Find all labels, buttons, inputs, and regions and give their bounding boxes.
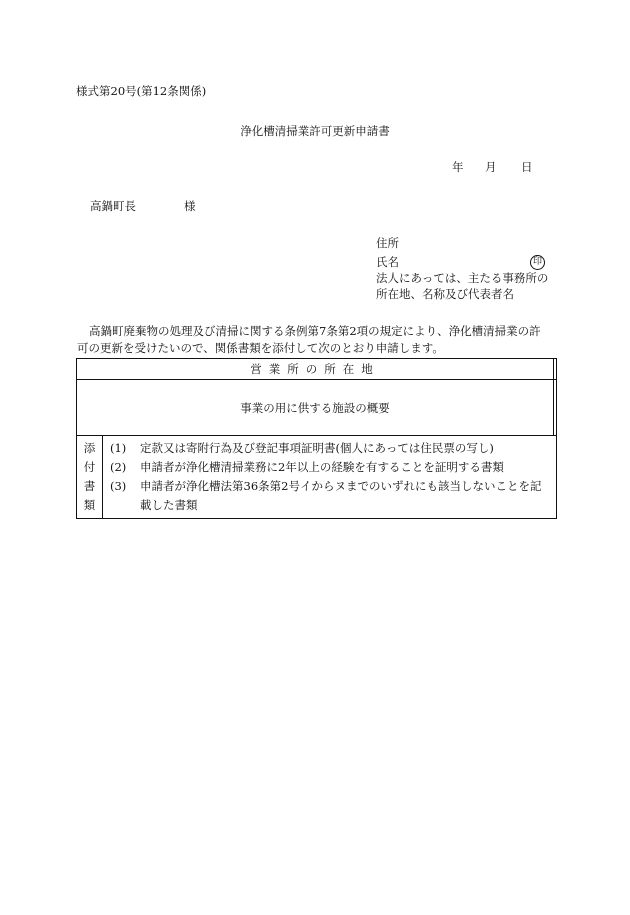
application-statement (77, 323, 557, 357)
date-year-label: 年 (452, 160, 464, 174)
document-text: 定款又は寄附行為及び登記事項証明書(個人にあっては住民票の写し) (140, 441, 494, 455)
document-item (110, 458, 556, 477)
attach-label-char: 付 (83, 460, 96, 474)
document-title: 浄化槽清掃業許可更新申請書 (240, 124, 390, 138)
corporation-note-line1: 法人にあっては、主たる事務所の (376, 271, 549, 285)
name-label: 氏名 (376, 255, 399, 269)
facility-row (77, 380, 557, 436)
document-number: (1) (110, 441, 127, 455)
seal-mark: 印 (530, 255, 545, 270)
facility-overview-field[interactable] (553, 380, 556, 436)
document-text: 申請者が浄化槽法第36条第2号イからヌまでのいずれにも該当しないことを記 (140, 479, 542, 493)
document-text-continuation: 載した書類 (140, 498, 198, 512)
statement-line1: 高鍋町廃棄物の処理及び清掃に関する条例第7条第2項の規定により、浄化槽清掃業の許 (89, 324, 541, 338)
attach-label-char: 書 (83, 479, 96, 493)
document-number: (2) (110, 460, 127, 474)
office-location-label: 営業所の所在地 (77, 359, 554, 380)
attach-label-char: 添 (83, 441, 96, 455)
facility-overview-label: 事業の用に供する施設の概要 (77, 380, 554, 436)
addressee-honorific: 様 (184, 199, 196, 213)
statement-line2: 可の更新を受けたいので、関係書類を添付して次のとおり申請します。 (77, 341, 444, 355)
addressee-name: 高鍋町長 (90, 199, 136, 213)
application-table (76, 358, 557, 519)
document-item (110, 439, 556, 458)
corporation-note-line2: 所在地、名称及び代表者名 (376, 287, 514, 301)
document-item-continuation (110, 496, 556, 515)
attached-documents-list (103, 436, 557, 519)
document-item (110, 477, 556, 496)
date-month-label: 月 (485, 160, 497, 174)
form-number: 様式第20号(第12条関係) (76, 84, 207, 98)
document-number: (3) (110, 479, 127, 493)
attached-documents-label (77, 436, 103, 519)
office-location-field[interactable] (553, 359, 556, 380)
date-day-label: 日 (521, 160, 533, 174)
document-text: 申請者が浄化槽清掃業務に2年以上の経験を有することを証明する書類 (140, 460, 504, 474)
attached-documents-row (77, 436, 557, 519)
attach-label-char: 類 (83, 498, 96, 512)
address-label: 住所 (376, 236, 399, 250)
office-row (77, 359, 557, 380)
